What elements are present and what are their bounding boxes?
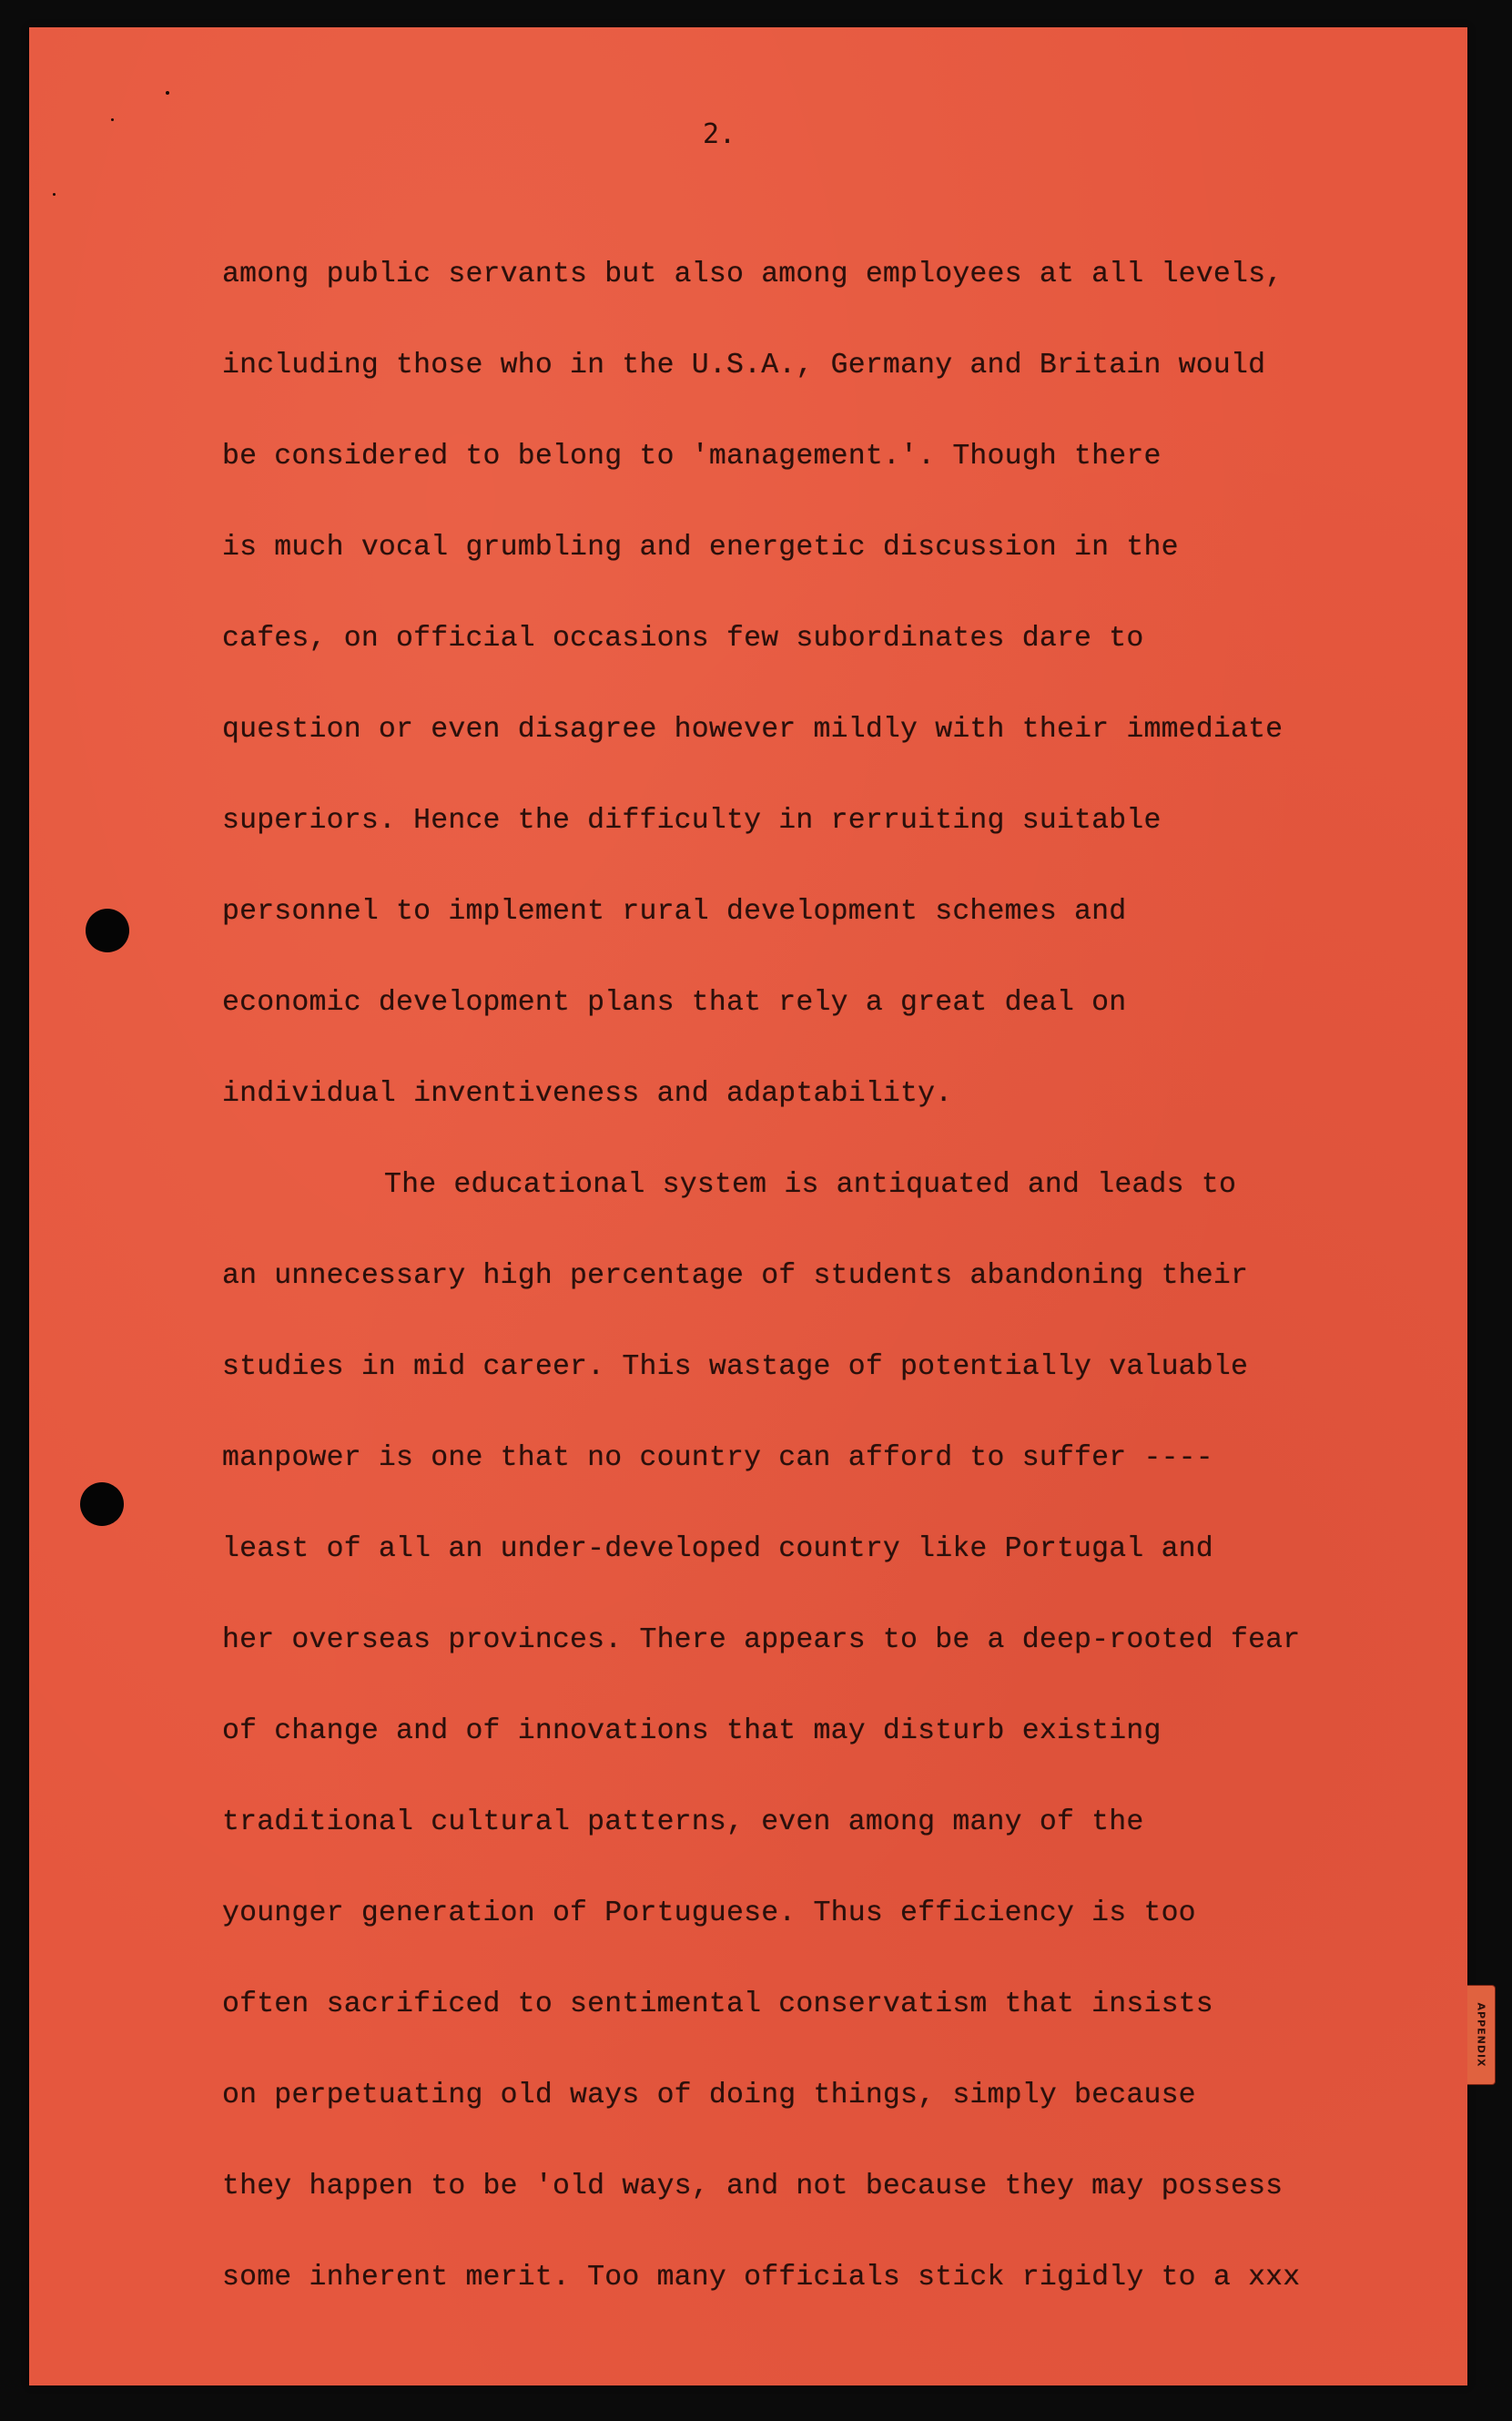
text-line: manpower is one that no country can afford to suffer ----	[222, 1442, 1213, 1474]
text-line: cafes, on official occasions few subordinates dare to	[222, 623, 1144, 655]
text-line: economic development plans that rely a great deal on	[222, 987, 1127, 1019]
appendix-tab-label: APPENDIX	[1475, 2002, 1487, 2068]
text-line: some inherent merit. Too many officials stick rigidly to a xxx	[222, 2262, 1301, 2294]
text-line: studies in mid career. This wastage of potentially valuable	[222, 1351, 1249, 1383]
paragraph-start-line: The educational system is antiquated and leads to	[384, 1169, 1237, 1201]
text-line: younger generation of Portuguese. Thus efficiency is too	[222, 1897, 1196, 1929]
document-sheet	[29, 27, 1467, 2385]
text-line: is much vocal grumbling and energetic discussion in the	[222, 532, 1179, 564]
text-line: an unnecessary high percentage of students abandoning their	[222, 1260, 1249, 1292]
paper-speck	[53, 193, 56, 196]
paper-speck	[166, 91, 169, 95]
text-line: they happen to be 'old ways, and not because they may possess	[222, 2171, 1284, 2202]
text-line: of change and of innovations that may disturb existing	[222, 1715, 1162, 1747]
text-line: often sacrificed to sentimental conservatism that insists	[222, 1989, 1213, 2020]
text-line: superiors. Hence the difficulty in rerruiting suitable	[222, 805, 1162, 837]
text-line: including those who in the U.S.A., Germany and Britain would	[222, 350, 1266, 381]
text-line: among public servants but also among employees at all levels,	[222, 259, 1284, 290]
text-line: on perpetuating old ways of doing things, simply because	[222, 2080, 1196, 2111]
text-line: individual inventiveness and adaptability.	[222, 1078, 953, 1110]
text-line: least of all an under-developed country like Portugal and	[222, 1533, 1213, 1565]
punch-hole-upper	[86, 909, 129, 952]
text-line: question or even disagree however mildly with their immediate	[222, 714, 1284, 746]
paper-speck	[111, 118, 114, 121]
punch-hole-lower	[80, 1482, 124, 1526]
text-line: her overseas provinces. There appears to be a deep-rooted fear	[222, 1624, 1301, 1656]
typed-body-text	[222, 229, 1433, 2324]
text-line: personnel to implement rural development schemes and	[222, 896, 1127, 928]
page-number: 2.	[703, 118, 736, 150]
text-line: be considered to belong to 'management.'. Though there	[222, 441, 1162, 473]
appendix-tab	[1467, 1985, 1496, 2085]
text-line: traditional cultural patterns, even among many of the	[222, 1806, 1144, 1838]
